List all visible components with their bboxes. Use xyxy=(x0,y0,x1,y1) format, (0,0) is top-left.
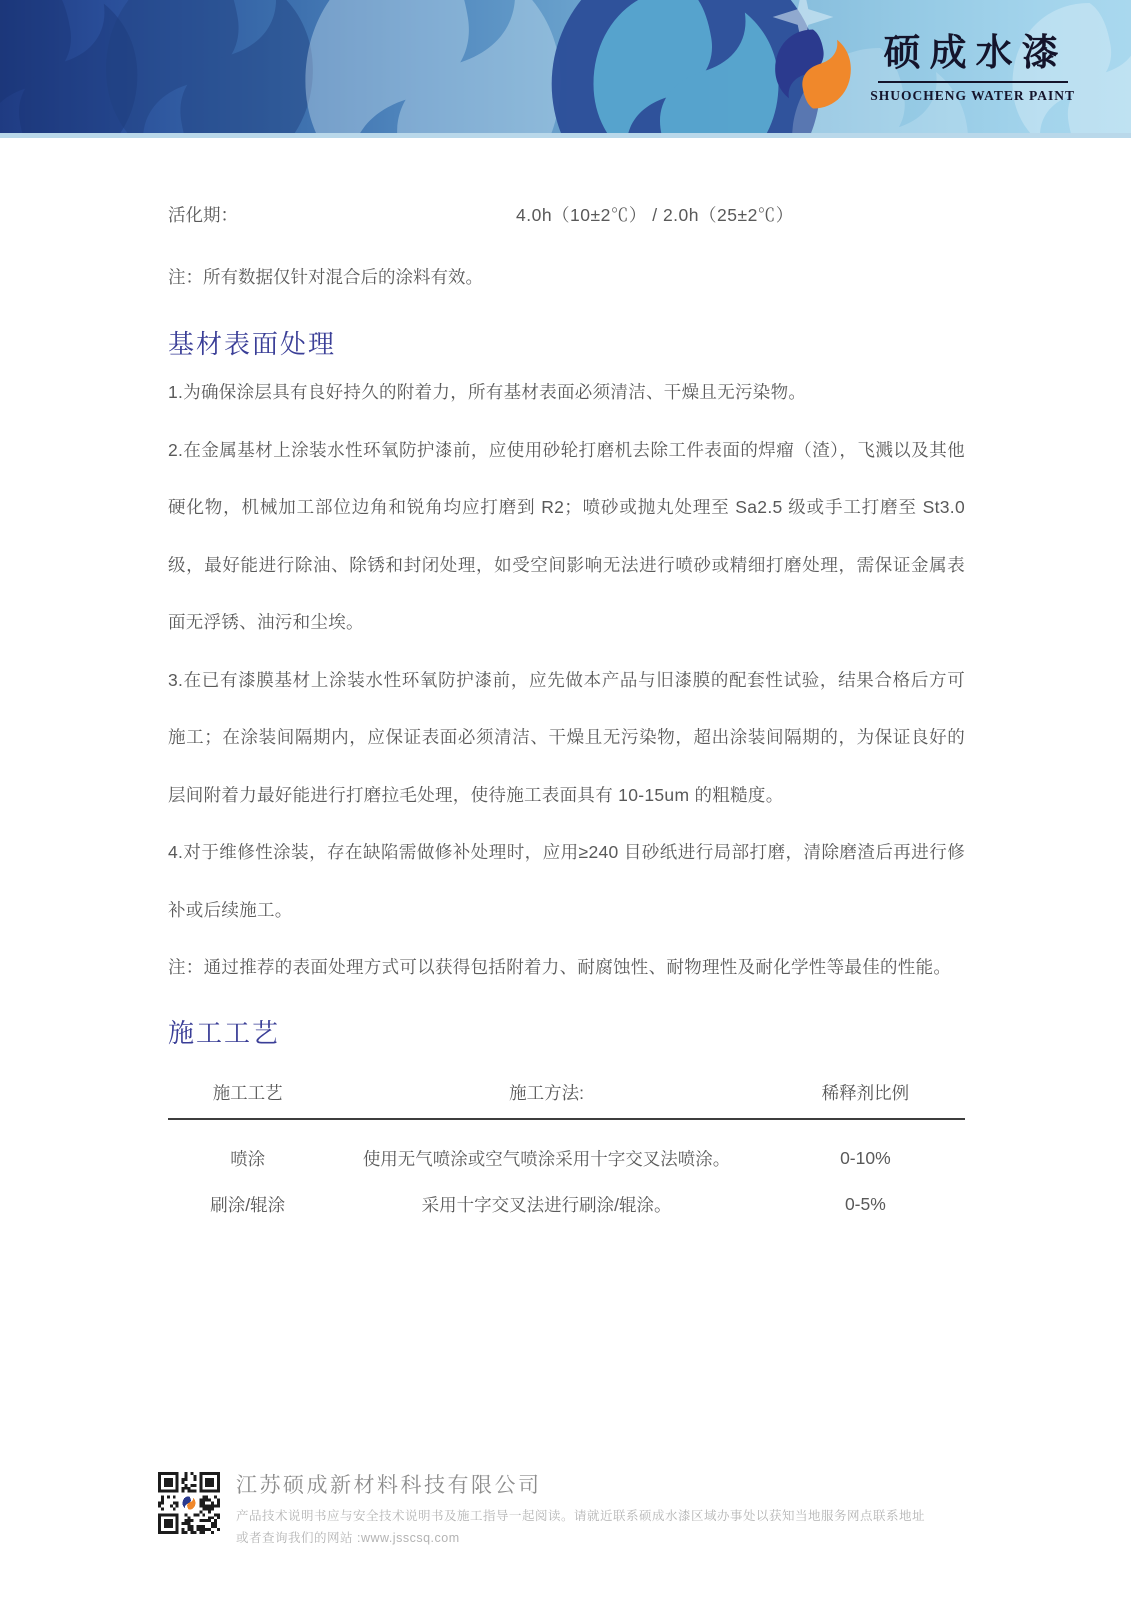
table-header-thinner-ratio: 稀释剂比例 xyxy=(766,1080,965,1119)
company-logo xyxy=(770,26,1075,112)
footer-disclaimer xyxy=(236,1505,925,1550)
cell-ratio: 0-10% xyxy=(840,1147,891,1168)
cell-process: 刷涂/辊涂 xyxy=(210,1194,286,1215)
section-title-surface-treatment: 基材表面处理 xyxy=(168,329,337,359)
table-header-method: 施工方法: xyxy=(327,1080,765,1119)
cell-process: 喷涂 xyxy=(230,1148,266,1169)
activation-period-label: 活化期： xyxy=(168,205,238,225)
table-row xyxy=(168,1171,965,1217)
brand-name-en: SHUOCHENG WATER PAINT xyxy=(870,87,1075,103)
cell-ratio: 0-5% xyxy=(844,1193,886,1214)
cell-method: 采用十字交叉法进行刷涂/辊涂。 xyxy=(421,1194,672,1215)
paragraph-1: 1.为确保涂层具有良好持久的附着力，所有基材表面必须清洁、干燥且无污染物。 xyxy=(168,382,807,402)
table-row xyxy=(168,1119,965,1171)
logo-swirl-icon xyxy=(770,26,856,112)
footer-disclaimer-line2: 或者查询我们的网站 :www.jsscsq.com xyxy=(236,1531,460,1546)
document-body xyxy=(168,138,965,1217)
qr-center-logo-icon xyxy=(181,1495,196,1510)
application-process-table xyxy=(168,1080,965,1217)
section-title-application-process: 施工工艺 xyxy=(168,1017,281,1048)
surface-treatment-note: 注：通过推荐的表面处理方式可以获得包括附着力、耐腐蚀性、耐物理性及耐化学性等最佳的性能。 xyxy=(168,957,952,977)
company-name: 江苏硕成新材料科技有限公司 xyxy=(236,1474,542,1497)
table-header-row xyxy=(168,1080,965,1119)
activation-period-row xyxy=(168,202,965,228)
page-footer xyxy=(158,1472,981,1550)
footer-text-block xyxy=(236,1472,925,1550)
footer-disclaimer-line1: 产品技术说明书应与安全技术说明书及施工指导一起阅读。请就近联系硕成水漆区域办事处以获知当地服务网点联系地址 xyxy=(236,1509,926,1524)
banner-swirl-watermark xyxy=(288,0,578,138)
activation-period-value: 4.0h（10±2℃） / 2.0h（25±2℃） xyxy=(516,205,794,225)
brand-name-cn: 硕成水漆 xyxy=(878,34,1068,83)
cell-method: 使用无气喷涂或空气喷涂采用十字交叉法喷涂。 xyxy=(362,1148,731,1169)
surface-treatment-paragraphs xyxy=(168,364,965,997)
mixed-paint-note: 注：所有数据仅针对混合后的涂料有效。 xyxy=(168,267,483,287)
paragraph-2: 2.在金属基材上涂装水性环氧防护漆前，应使用砂轮打磨机去除工件表面的焊瘤（渣），飞溅以及其他硬化物，机械加工部位边角和锐角均应打磨到 R2；喷砂或抛丸处理至 Sa2.5 级或手工打磨至 St3.0 级，最好能进行除油、除锈和封闭处理，如受空间影响无法进行喷砂或精细打磨处理，需保证金属表面无浮锈、油污和尘埃。 xyxy=(168,439,965,632)
qr-code xyxy=(158,1472,220,1534)
table-header-process: 施工工艺 xyxy=(168,1080,327,1119)
paragraph-3: 3.在已有漆膜基材上涂装水性环氧防护漆前，应先做本产品与旧漆膜的配套性试验，结果合格后方可施工；在涂装间隔期内，应保证表面必须清洁、干燥且无污染物，超出涂装间隔期的，为保证良好的层间附着力最好能进行打磨拉毛处理，使待施工表面具有 10-15um 的粗糙度。 xyxy=(168,669,965,805)
header-banner xyxy=(0,0,1131,138)
paragraph-4: 4.对于维修性涂装，存在缺陷需做修补处理时，应用≥240 目砂纸进行局部打磨，清除磨渣后再进行修补或后续施工。 xyxy=(168,842,965,920)
